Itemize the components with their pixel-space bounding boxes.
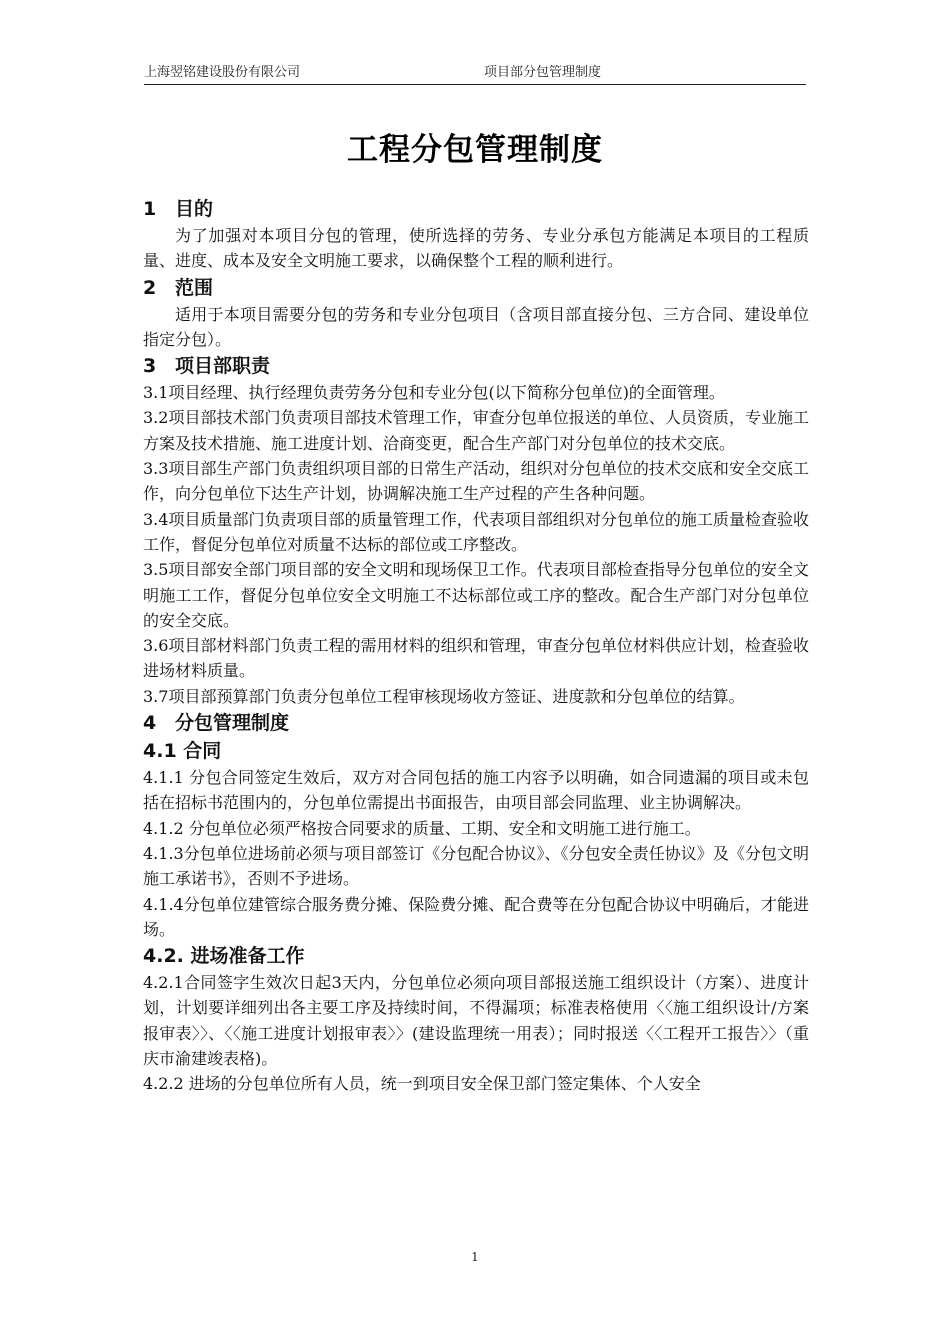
section-heading-2 (143, 274, 809, 302)
paragraph-4-1-2: 4.1.2 分包单位必须严格按合同要求的质量、工期、安全和文明施工进行施工。 (143, 818, 701, 838)
paragraph-3-6: 3.6项目部材料部门负责工程的需用材料的组织和管理，审查分包单位材料供应计划，检查验收进场材料质量。 (143, 636, 809, 681)
paragraph-4-1-3: 4.1.3分包单位进场前必须与项目部签订《分包配合协议》、《分包安全责任协议》及《分包文明施工承诺书》，否则不予进场。 (143, 843, 809, 889)
document-body (143, 195, 809, 1097)
section-title: 项目部职责 (175, 355, 271, 378)
section-heading-3 (143, 352, 809, 380)
section-heading-1 (143, 195, 809, 223)
section-title: 目的 (175, 198, 214, 220)
section-2-text: 适用于本项目需要分包的劳务和专业分包项目（含项目部直接分包、三方合同、建设单位指定分包）。 (143, 304, 809, 349)
header-company: 上海翌铭建设股份有限公司 (144, 65, 301, 80)
paragraph-4-2-1: 4.2.1合同签字生效次日起3天内，分包单位必须向项目部报送施工组织设计（方案）、进度计划，计划要详细列出各主要工序及持续时间，不得漏项；标准表格使用〈〈施工组织设计/方案报审表〉〉、〈〈施工进度计划报审表〉〉(建设监理统一用表）；同时报送〈〈工程开工报告〉〉（重庆市渝建竣表格)。 (143, 973, 809, 1069)
section-number: 3 (143, 355, 157, 378)
section-title: 分包管理制度 (175, 712, 290, 735)
paragraph-3-5: 3.5项目部安全部门项目部的安全文明和现场保卫工作。代表项目部检查指导分包单位的安全文明施工工作，督促分包单位安全文明施工不达标部位或工序的整改。配合生产部门对分包单位的安全交底。 (143, 560, 809, 630)
paragraph-3-7: 3.7项目部预算部门负责分包单位工程审核现场收方签证、进度款和分包单位的结算。 (143, 686, 745, 706)
section-title: 范围 (175, 276, 214, 299)
section-number: 2 (143, 276, 157, 299)
paragraph-3-2: 3.2项目部技术部门负责项目部技术管理工作，审查分包单位报送的单位、人员资质，专业施工方案及技术措施、施工进度计划、洽商变更，配合生产部门对分包单位的技术交底。 (143, 408, 809, 453)
section-number: 1 (143, 198, 157, 220)
header-doc-name: 项目部分包管理制度 (484, 65, 602, 80)
section-1-text: 为了加强对本项目分包的管理，使所选择的劳务、专业分承包方能满足本项目的工程质量、进度、成本及安全文明施工要求，以确保整个工程的顺利进行。 (143, 226, 809, 271)
section-heading-4 (143, 709, 809, 737)
paragraph-3-3: 3.3项目部生产部门负责组织项目部的日常生产活动，组织对分包单位的技术交底和安全交底工作，向分包单位下达生产计划，协调解决施工生产过程的产生各种问题。 (143, 459, 809, 504)
page-header (144, 64, 806, 85)
paragraph-4-1-4: 4.1.4分包单位建管综合服务费分摊、保险费分摊、配合费等在分包配合协议中明确后，才能进场。 (143, 894, 809, 939)
paragraph-4-1-1: 4.1.1 分包合同签定生效后，双方对合同包括的施工内容予以明确，如合同遗漏的项目或未包括在招标书范围内的，分包单位需提出书面报告，由项目部会同监理、业主协调解决。 (143, 768, 809, 813)
paragraph-3-1: 3.1项目经理、执行经理负责劳务分包和专业分包(以下简称分包单位)的全面管理。 (143, 383, 725, 403)
subsection-heading-4-1: 4.1 合同 (143, 740, 222, 763)
paragraph-4-2-2: 4.2.2 进场的分包单位所有人员，统一到项目安全保卫部门签定集体、个人安全 (143, 1074, 701, 1094)
paragraph-3-4: 3.4项目质量部门负责项目部的质量管理工作，代表项目部组织对分包单位的施工质量检查验收工作，督促分包单位对质量不达标的部位或工序整改。 (143, 509, 809, 554)
document-title: 工程分包管理制度 (347, 132, 603, 168)
subsection-heading-4-2: 4.2. 进场准备工作 (143, 945, 305, 968)
page-number: 1 (471, 1250, 479, 1264)
section-number: 4 (143, 712, 157, 735)
